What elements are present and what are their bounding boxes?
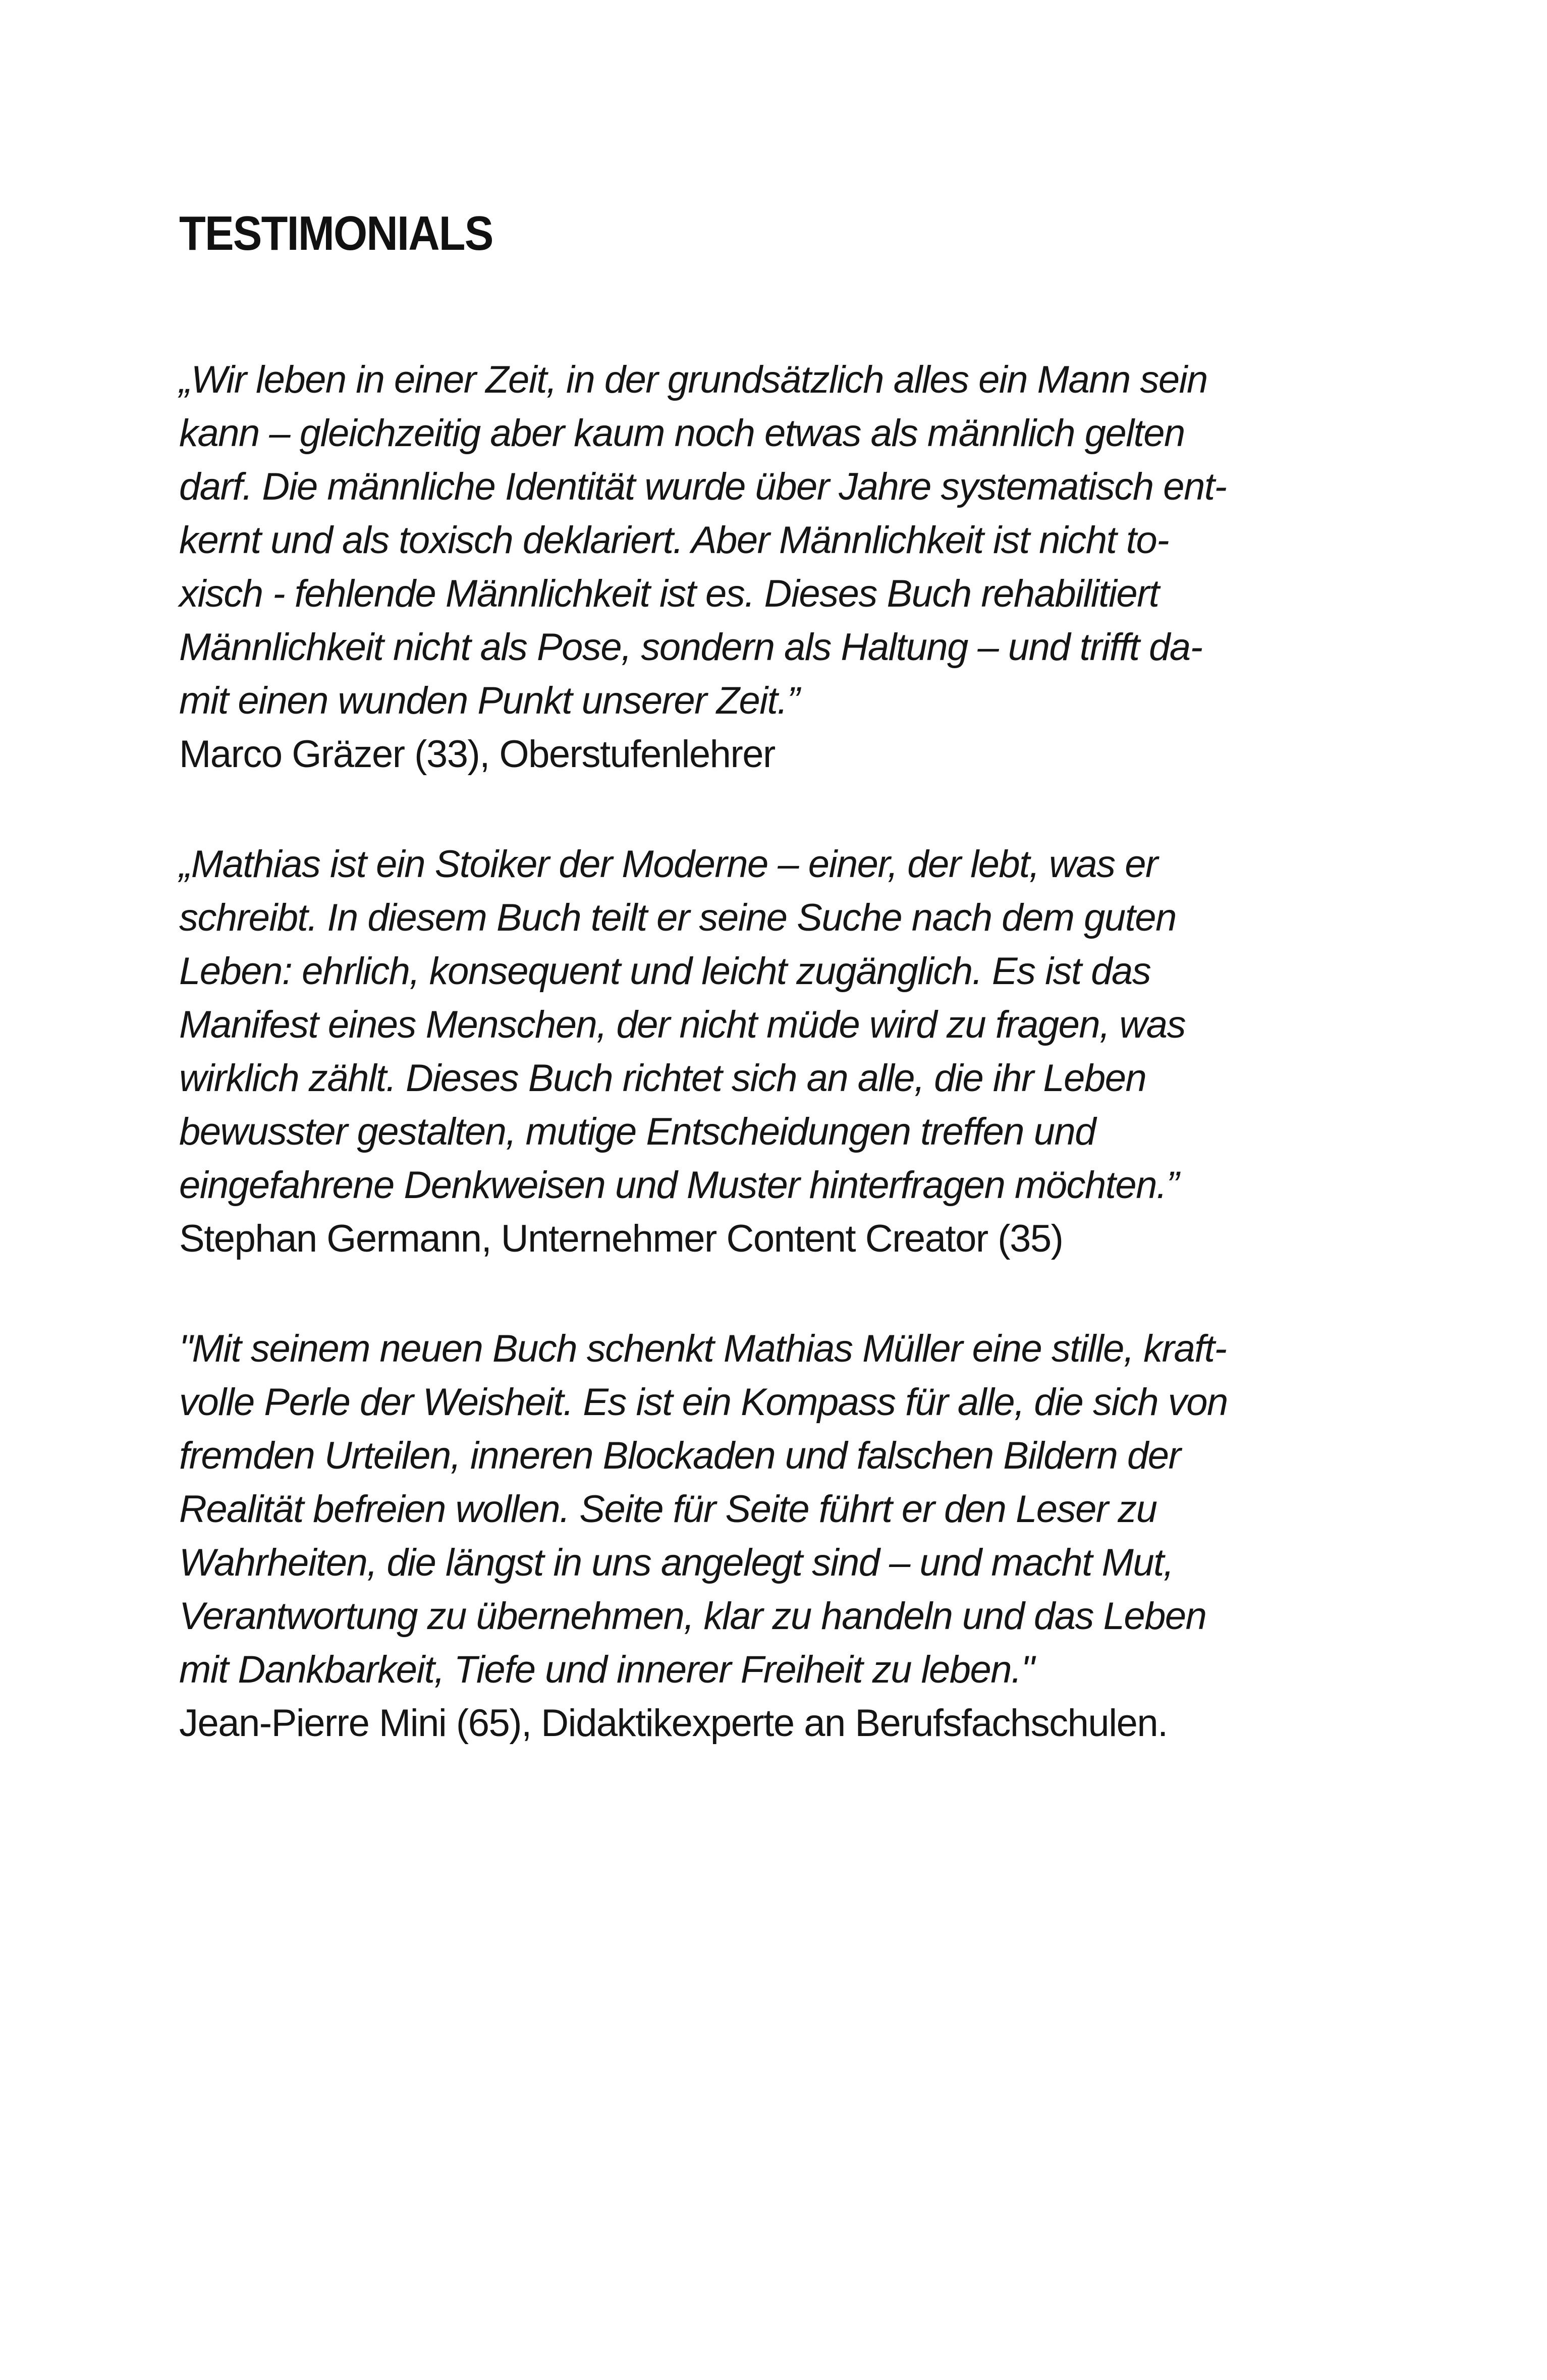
quote-line: kernt und als toxisch deklariert. Aber Männlichkeit ist nicht to-	[179, 519, 1169, 562]
testimonial-quote	[179, 838, 1375, 1212]
testimonial-author: Jean-Pierre Mini (65), Didaktikexperte an Berufsfachschulen.	[179, 1702, 1168, 1745]
quote-line: mit Dankbarkeit, Tiefe und innerer Freiheit zu leben."	[179, 1648, 1034, 1691]
testimonial-quote	[179, 1322, 1375, 1697]
page-title: TESTIMONIALS	[179, 206, 493, 260]
quote-line: kann – gleichzeitig aber kaum noch etwas als männlich gelten	[179, 412, 1185, 455]
quote-line: schreibt. In diesem Buch teilt er seine Suche nach dem guten	[179, 896, 1176, 939]
quote-line: fremden Urteilen, inneren Blockaden und falschen Bildern der	[179, 1434, 1181, 1477]
testimonial	[179, 1322, 1375, 1750]
quote-line: Manifest eines Menschen, der nicht müde wird zu fragen, was	[179, 1003, 1186, 1046]
quote-line: xisch - fehlende Männlichkeit ist es. Dieses Buch rehabilitiert	[179, 572, 1159, 615]
testimonial-quote	[179, 353, 1375, 728]
quote-line: Leben: ehrlich, konsequent und leicht zugänglich. Es ist das	[179, 950, 1151, 993]
quote-line: „Wir leben in einer Zeit, in der grundsätzlich alles ein Mann sein	[179, 358, 1207, 401]
quote-line: wirklich zählt. Dieses Buch richtet sich an alle, die ihr Leben	[179, 1057, 1146, 1100]
testimonial	[179, 353, 1375, 781]
quote-line: darf. Die männliche Identität wurde über Jahre systematisch ent-	[179, 465, 1227, 508]
testimonial-author: Stephan Germann, Unternehmer Content Creator (35)	[179, 1217, 1063, 1260]
quote-line: volle Perle der Weisheit. Es ist ein Kompass für alle, die sich von	[179, 1381, 1228, 1424]
quote-line: Wahrheiten, die längst in uns angelegt sind – und macht Mut,	[179, 1541, 1174, 1584]
quote-line: Realität befreien wollen. Seite für Seite führt er den Leser zu	[179, 1488, 1157, 1531]
testimonial	[179, 838, 1375, 1266]
quote-line: Verantwortung zu übernehmen, klar zu handeln und das Leben	[179, 1595, 1206, 1638]
quote-line: „Mathias ist ein Stoiker der Moderne – einer, der lebt, was er	[179, 843, 1157, 886]
testimonial-author: Marco Gräzer (33), Oberstufenlehrer	[179, 733, 775, 776]
quote-line: Männlichkeit nicht als Pose, sondern als Haltung – und trifft da-	[179, 626, 1202, 669]
quote-line: mit einen wunden Punkt unserer Zeit.”	[179, 679, 799, 722]
quote-line: eingefahrene Denkweisen und Muster hinterfragen möchten.”	[179, 1164, 1179, 1207]
quote-line: "Mit seinem neuen Buch schenkt Mathias Müller eine stille, kraft-	[179, 1327, 1227, 1370]
quote-line: bewusster gestalten, mutige Entscheidungen treffen und	[179, 1110, 1095, 1153]
